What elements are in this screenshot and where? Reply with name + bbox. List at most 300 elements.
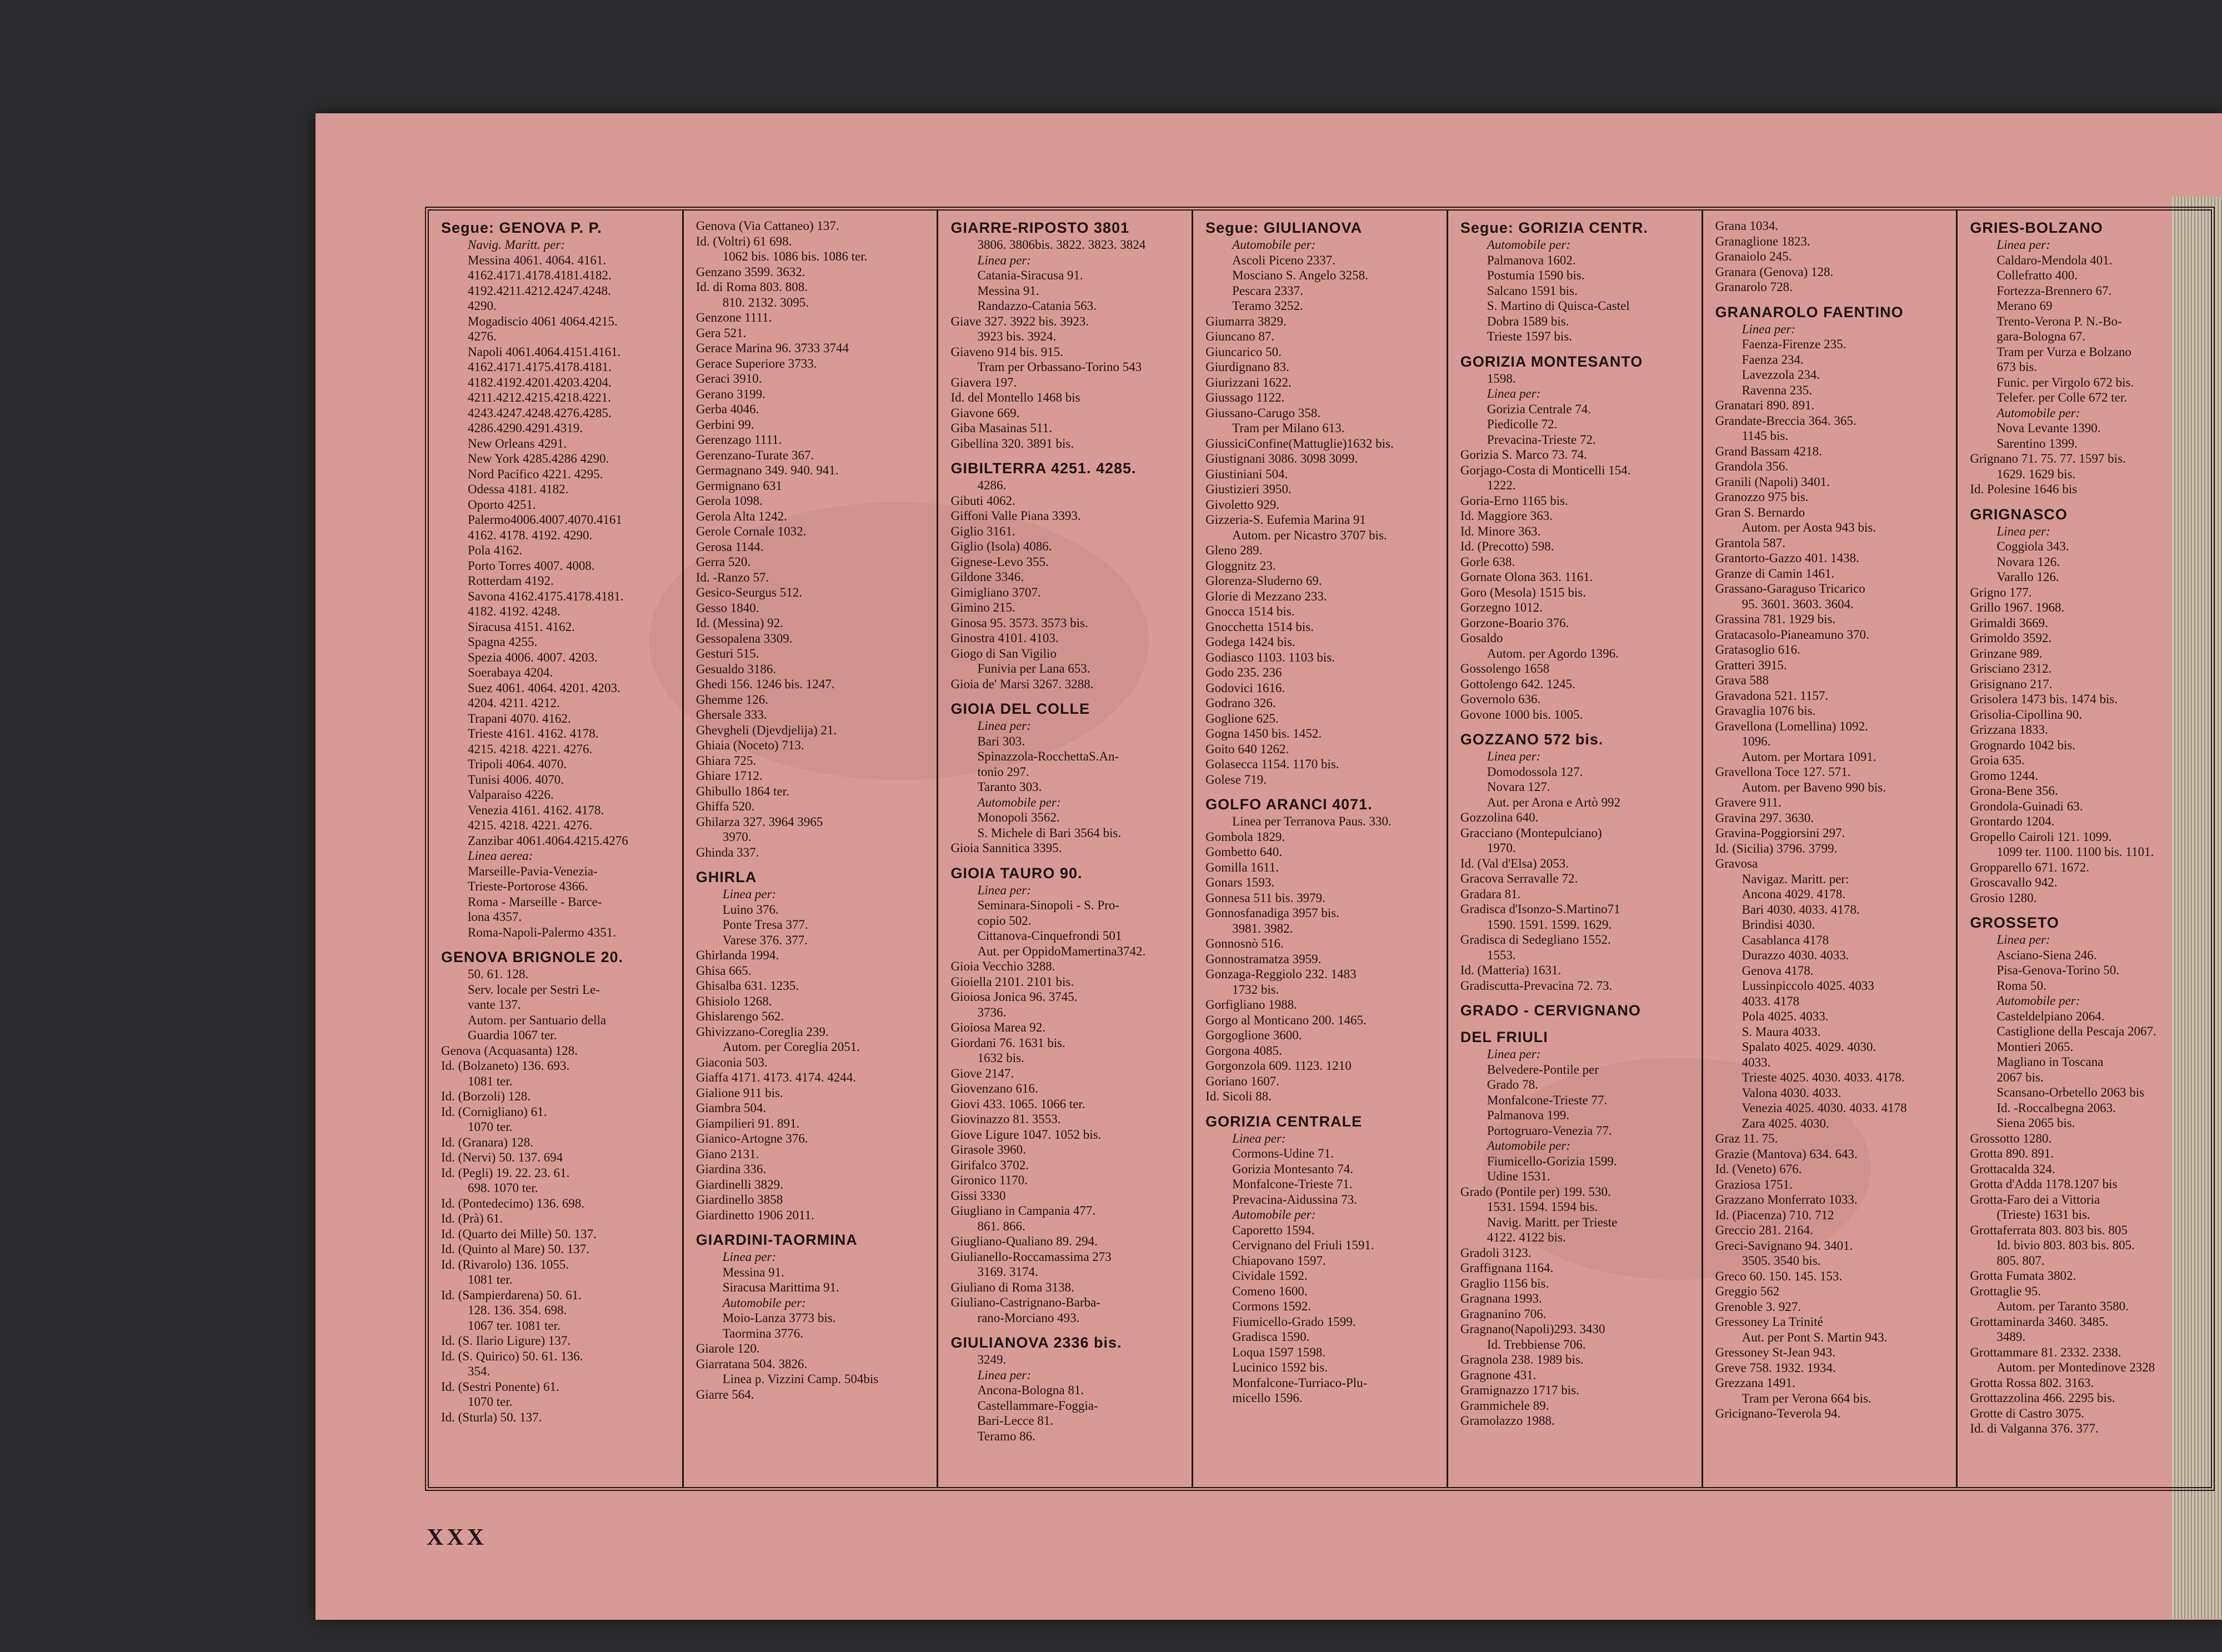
index-entry: Ghedi 156. 1246 bis. 1247. bbox=[695, 677, 835, 691]
index-entry: Castiglione della Pescaja 2067. bbox=[1996, 1024, 2156, 1038]
index-entry: Grimaldi 3669. bbox=[1970, 615, 2048, 630]
index-entry: Gropparello 671. 1672. bbox=[1970, 860, 2089, 874]
station-heading: Segue: GIULIANOVA bbox=[1205, 219, 1363, 236]
index-entry: Gerace Marina 96. 3733 3744 bbox=[695, 341, 849, 355]
index-entry: 4192.4211.4212.4247.4248. bbox=[468, 283, 611, 298]
station-heading: Segue: GORIZIA CENTR. bbox=[1460, 219, 1648, 236]
station-heading: GOZZANO 572 bis. bbox=[1460, 731, 1604, 748]
index-entry: Giarratana 504. 3826. bbox=[695, 1356, 808, 1371]
index-entry: 1590. 1591. 1599. 1629. bbox=[1487, 917, 1612, 932]
station-heading: GIARRE-RIPOSTO 3801 bbox=[950, 219, 1130, 236]
index-entry: Gerano 3199. bbox=[695, 387, 765, 401]
index-entry: Gravellona Toce 127. 571. bbox=[1715, 765, 1851, 779]
index-entry: Giarole 120. bbox=[695, 1341, 760, 1355]
index-entry: Varallo 126. bbox=[1996, 570, 2059, 584]
index-entry: Grado (Pontile per) 199. 530. bbox=[1460, 1184, 1611, 1199]
index-entry: Gorzone-Boario 376. bbox=[1460, 615, 1569, 630]
index-entry: 4243.4247.4248.4276.4285. bbox=[468, 406, 612, 420]
index-entry: Gornate Olona 363. 1161. bbox=[1460, 570, 1593, 584]
index-entry: Id. (Bolzaneto) 136. 693. bbox=[441, 1059, 570, 1073]
index-entry: Ghirlanda 1994. bbox=[695, 948, 779, 962]
index-entry: Palmanova 1602. bbox=[1487, 253, 1576, 267]
index-entry: Cormons 1592. bbox=[1232, 1299, 1311, 1313]
index-entry: Giovi 433. 1065. 1066 ter. bbox=[950, 1097, 1085, 1111]
index-entry: 1070 ter. bbox=[468, 1395, 513, 1409]
index-entry: 3169. 3174. bbox=[977, 1265, 1038, 1279]
index-entry: Randazzo-Catania 563. bbox=[977, 299, 1097, 313]
index-entry: Gioia de' Marsi 3267. 3288. bbox=[950, 677, 1094, 691]
index-entry: Giuncarico 50. bbox=[1205, 344, 1282, 359]
index-entry: Gravina-Poggiorsini 297. bbox=[1715, 826, 1845, 840]
index-entry: Gerra 520. bbox=[695, 555, 751, 569]
index-entry: Grigno 177. bbox=[1970, 585, 2032, 599]
index-entry: Linea per: bbox=[1232, 1131, 1286, 1145]
index-entry: Zanzibar 4061.4064.4215.4276 bbox=[468, 833, 628, 848]
index-entry: Id. (Pontedecimo) 136. 698. bbox=[441, 1196, 585, 1210]
index-entry: Gesualdo 3186. bbox=[695, 662, 777, 676]
index-entry: 3981. 3982. bbox=[1232, 921, 1293, 935]
station-heading: GENOVA BRIGNOLE 20. bbox=[441, 949, 624, 965]
index-entry: 4286.4290.4291.4319. bbox=[468, 421, 583, 435]
index-entry: Ghibullo 1864 ter. bbox=[695, 784, 789, 798]
index-entry: Grillo 1967. 1968. bbox=[1970, 600, 2065, 614]
index-entry: 4215. 4218. 4221. 4276. bbox=[468, 818, 593, 832]
index-entry: Id. (S. Quirico) 50. 61. 136. bbox=[441, 1349, 583, 1363]
index-entry: Siracusa 4151. 4162. bbox=[468, 619, 575, 634]
index-entry: Gradoli 3123. bbox=[1460, 1245, 1532, 1260]
index-entry: Seminara-Sinopoli - S. Pro- bbox=[977, 898, 1119, 912]
index-entry: Id. (Precotto) 598. bbox=[1460, 539, 1554, 553]
index-entry: Linea per: bbox=[722, 887, 777, 901]
index-entry: Aut. per Pont S. Martin 943. bbox=[1741, 1330, 1888, 1344]
index-entry: Merano 69 bbox=[1996, 299, 2053, 313]
index-entry: Novara 126. bbox=[1996, 554, 2060, 569]
index-entry: Gissi 3330 bbox=[950, 1188, 1006, 1203]
index-entry: Venezia 4161. 4162. 4178. bbox=[468, 803, 604, 817]
index-entry: Linea per: bbox=[977, 719, 1031, 733]
index-entry: Linea per: bbox=[977, 253, 1031, 267]
index-entry: Monopoli 3562. bbox=[977, 810, 1060, 824]
index-entry: Granaglione 1823. bbox=[1715, 234, 1810, 248]
index-entry: Grezzana 1491. bbox=[1715, 1376, 1795, 1390]
index-entry: Genova 4178. bbox=[1741, 963, 1814, 978]
index-entry: 4286. bbox=[977, 478, 1007, 492]
index-entry: 1062 bis. 1086 bis. 1086 ter. bbox=[722, 249, 868, 263]
index-entry: Belvedere-Pontile per bbox=[1487, 1062, 1599, 1077]
index-entry: 861. 866. bbox=[977, 1219, 1025, 1233]
index-entry: Trieste 1597 bis. bbox=[1487, 329, 1573, 343]
index-entry: Gioiosa Jonica 96. 3745. bbox=[950, 990, 1078, 1004]
index-entry: Gesso 1840. bbox=[695, 600, 759, 615]
index-entry: Valparaiso 4226. bbox=[468, 788, 554, 802]
index-entry: Giardinetto 1906 2011. bbox=[695, 1208, 814, 1222]
index-entry: Funic. per Virgolo 672 bis. bbox=[1996, 375, 2134, 389]
index-entry: Id. (Veneto) 676. bbox=[1715, 1162, 1802, 1176]
index-entry: Faenza 234. bbox=[1741, 352, 1804, 367]
index-entry: Autom. per Nicastro 3707 bis. bbox=[1232, 528, 1387, 542]
index-entry: copio 502. bbox=[977, 913, 1032, 928]
index-entry: Genzone 1111. bbox=[695, 311, 772, 324]
index-entry: Gesturi 515. bbox=[695, 647, 759, 660]
index-entry: Ghislarengo 562. bbox=[695, 1009, 784, 1023]
index-entry: Grazie (Mantova) 634. 643. bbox=[1715, 1147, 1858, 1161]
station-heading: GRANAROLO FAENTINO bbox=[1715, 303, 1904, 321]
index-entry: Grandola 356. bbox=[1715, 459, 1789, 473]
index-entry: Id. (Quinto al Mare) 50. 137. bbox=[441, 1242, 589, 1256]
index-entry: Gradisca d'Isonzo-S.Martino71 bbox=[1460, 902, 1620, 916]
index-entry: Giavera 197. bbox=[950, 375, 1017, 389]
index-entry: Greccio 281. 2164. bbox=[1715, 1223, 1813, 1237]
index-entry: Id. (Sestri Ponente) 61. bbox=[441, 1379, 559, 1394]
index-entry: Giove 2147. bbox=[950, 1066, 1014, 1080]
index-entry: rano-Morciano 493. bbox=[977, 1310, 1080, 1325]
index-entry: Oporto 4251. bbox=[468, 497, 536, 512]
index-entry: Gorjago-Costa di Monticelli 154. bbox=[1460, 463, 1631, 477]
index-entry: Gibellina 320. 3891 bis. bbox=[950, 436, 1074, 450]
index-entry: Giumarra 3829. bbox=[1205, 314, 1287, 328]
index-entry: Faenza-Firenze 235. bbox=[1741, 337, 1846, 351]
index-entry: 4162.4171.4175.4178.4181. bbox=[468, 360, 612, 374]
station-heading: DEL FRIULI bbox=[1460, 1029, 1548, 1045]
index-entry: 3923 bis. 3924. bbox=[977, 329, 1057, 343]
index-entry: Gottolengo 642. 1245. bbox=[1460, 677, 1575, 691]
index-entry: Giardinelli 3829. bbox=[695, 1177, 783, 1192]
index-entry: Gorgoglione 3600. bbox=[1205, 1028, 1302, 1042]
index-entry: Coggiola 343. bbox=[1996, 539, 2069, 553]
index-entry: Gerba 4046. bbox=[695, 402, 759, 416]
index-entry: 4211.4212.4215.4218.4221. bbox=[468, 391, 611, 404]
index-entry: Luino 376. bbox=[722, 902, 779, 917]
index-entry: Giuliano di Roma 3138. bbox=[950, 1280, 1074, 1294]
index-entry: Grondola-Guinadi 63. bbox=[1970, 799, 2083, 813]
index-entry: Rotterdam 4192. bbox=[468, 574, 554, 588]
index-entry: Ghinda 337. bbox=[695, 845, 759, 859]
index-entry: Giugliano in Campania 477. bbox=[950, 1204, 1096, 1218]
index-entry: Teramo 86. bbox=[977, 1429, 1035, 1443]
index-entry: Goria-Erno 1165 bis. bbox=[1460, 493, 1568, 508]
index-entry: Gerosa 1144. bbox=[695, 539, 764, 554]
index-entry: 3505. 3540 bis. bbox=[1741, 1254, 1821, 1268]
index-entry: Gramolazzo 1988. bbox=[1460, 1414, 1555, 1428]
index-entry: 4215. 4218. 4221. 4276. bbox=[468, 742, 593, 756]
index-entry: Grona-Bene 356. bbox=[1970, 784, 2058, 798]
index-entry: 4276. bbox=[468, 329, 497, 343]
index-entry: Ghevgheli (Djevdjelija) 21. bbox=[695, 723, 837, 737]
index-entry: Graglio 1156 bis. bbox=[1460, 1276, 1549, 1290]
index-entry: Bari-Lecce 81. bbox=[977, 1414, 1054, 1428]
page-number: XXX bbox=[427, 1525, 487, 1550]
index-entry: Girifalco 3702. bbox=[950, 1158, 1029, 1172]
index-entry: Linea per: bbox=[1487, 749, 1541, 763]
index-entry: Napoli 4061.4064.4151.4161. bbox=[468, 344, 621, 359]
index-entry: Id. -Roccalbegna 2063. bbox=[1996, 1100, 2116, 1115]
index-entry: Gonnesa 511 bis. 3979. bbox=[1205, 890, 1325, 905]
index-entry: 698. 1070 ter. bbox=[468, 1181, 538, 1195]
index-entry: Gropello Cairoli 121. 1099. bbox=[1970, 829, 2112, 844]
index-entry: Grotta Rossa 802. 3163. bbox=[1970, 1375, 2094, 1390]
index-entry: Gonzaga-Reggiolo 232. 1483 bbox=[1205, 967, 1357, 981]
station-heading: GIBILTERRA 4251. 4285. bbox=[950, 460, 1137, 477]
index-entry: Porto Torres 4007. 4008. bbox=[468, 558, 595, 573]
index-entry: Ghisalba 631. 1235. bbox=[695, 979, 799, 993]
index-entry: Ghersale 333. bbox=[695, 708, 767, 722]
index-entry: Grontardo 1204. bbox=[1970, 814, 2055, 828]
station-heading: GORIZIA CENTRALE bbox=[1205, 1113, 1363, 1130]
index-entry: Geraci 3910. bbox=[695, 372, 762, 386]
index-entry: Gerola 1098. bbox=[695, 494, 763, 508]
index-entry: Casteldelpiano 2064. bbox=[1996, 1009, 2105, 1023]
index-entry: Cervignano del Friuli 1591. bbox=[1232, 1238, 1374, 1252]
index-entry: Loqua 1597 1598. bbox=[1232, 1345, 1326, 1359]
index-entry: Giglio 3161. bbox=[950, 524, 1015, 538]
index-entry: Gressoney St-Jean 943. bbox=[1715, 1345, 1836, 1359]
index-entry: Nova Levante 1390. bbox=[1996, 421, 2101, 435]
index-entry: Fortezza-Brennero 67. bbox=[1996, 283, 2112, 298]
index-entry: Teramo 3252. bbox=[1232, 299, 1303, 313]
index-entry: Tram per Milano 613. bbox=[1232, 421, 1345, 435]
index-entry: Grazzano Monferrato 1033. bbox=[1715, 1193, 1858, 1207]
index-entry: Trieste 4025. 4030. 4033. 4178. bbox=[1741, 1070, 1905, 1084]
index-entry: Trento-Verona P. N.-Bo- bbox=[1996, 314, 2122, 328]
index-entry: 4290. bbox=[468, 299, 497, 313]
index-entry: Linea per: bbox=[977, 883, 1031, 897]
index-entry: 1081 ter. bbox=[468, 1273, 513, 1286]
index-entry: Giba Masainas 511. bbox=[950, 421, 1052, 435]
timetable-page bbox=[316, 113, 2222, 1620]
index-entry: Id. Sicoli 88. bbox=[1205, 1089, 1272, 1103]
index-entry: Suez 4061. 4064. 4201. 4203. bbox=[468, 680, 620, 695]
index-entry: Siracusa Marittima 91. bbox=[722, 1280, 839, 1294]
index-entry: Gleno 289. bbox=[1205, 543, 1263, 557]
index-entry: Linea per: bbox=[1996, 524, 2050, 538]
index-entry: Giogo di San Vigilio bbox=[950, 646, 1057, 660]
index-entry: Collefratto 400. bbox=[1996, 268, 2078, 282]
index-entry: Roma 50. bbox=[1996, 978, 2046, 993]
index-entry: Graz 11. 75. bbox=[1715, 1132, 1778, 1145]
index-entry: 3736. bbox=[977, 1005, 1007, 1019]
index-entry: Gerenzano-Turate 367. bbox=[695, 448, 814, 462]
index-entry: Cittanova-Cinquefrondi 501 bbox=[977, 929, 1122, 943]
index-entry: Palmanova 199. bbox=[1487, 1108, 1570, 1122]
index-entry: Gerole Cornale 1032. bbox=[695, 524, 807, 538]
index-entry: Linea per: bbox=[722, 1250, 777, 1264]
index-entry: Governolo 636. bbox=[1460, 692, 1541, 706]
index-entry: Pisa-Genova-Torino 50. bbox=[1996, 963, 2119, 977]
index-entry: Grimoldo 3592. bbox=[1970, 631, 2052, 645]
index-entry: Postumia 1590 bis. bbox=[1487, 268, 1585, 282]
index-entry: Telefer. per Colle 672 ter. bbox=[1996, 391, 2128, 404]
index-entry: vante 137. bbox=[468, 998, 521, 1012]
index-entry: micello 1596. bbox=[1232, 1391, 1303, 1405]
index-entry: Linea per Terranova Paus. 330. bbox=[1232, 814, 1392, 828]
index-entry: Godovici 1616. bbox=[1205, 680, 1285, 695]
index-entry: Linea p. Vizzini Camp. 504bis bbox=[722, 1372, 879, 1386]
index-entry: Id. -Ranzo 57. bbox=[695, 570, 769, 584]
index-entry: Gorzegno 1012. bbox=[1460, 600, 1543, 614]
index-entry: Gombola 1829. bbox=[1205, 829, 1285, 844]
index-entry: New Orleans 4291. bbox=[468, 436, 567, 450]
index-entry: Gravina 297. 3630. bbox=[1715, 810, 1814, 825]
index-entry: 4162.4171.4178.4181.4182. bbox=[468, 268, 612, 282]
index-entry: Grognardo 1042 bis. bbox=[1970, 738, 2076, 752]
index-entry: Goglione 625. bbox=[1205, 711, 1279, 725]
index-entry: Linea per: bbox=[1996, 238, 2050, 252]
index-entry: Gragnano(Napoli)293. 3430 bbox=[1460, 1322, 1605, 1336]
index-entry: 4162. 4178. 4192. 4290. bbox=[468, 528, 593, 542]
index-entry: Giave 327. 3922 bis. 3923. bbox=[950, 314, 1089, 328]
index-entry: Navigaz. Maritt. per: bbox=[1741, 872, 1849, 886]
index-entry: Gombetto 640. bbox=[1205, 845, 1283, 859]
index-entry: Id. (Matteria) 1631. bbox=[1460, 963, 1562, 977]
index-entry: Guardia 1067 ter. bbox=[468, 1028, 557, 1042]
index-entry: Greco 60. 150. 145. 153. bbox=[1715, 1269, 1843, 1283]
index-entry: 3806. 3806bis. 3822. 3823. 3824 bbox=[977, 238, 1146, 252]
index-entry: Gerace Superiore 3733. bbox=[695, 356, 817, 371]
index-entry: Gragnana 1993. bbox=[1460, 1291, 1542, 1305]
index-entry: 1732 bis. bbox=[1232, 982, 1279, 997]
index-entry: Gonnosfanadiga 3957 bis. bbox=[1205, 906, 1339, 920]
station-heading: GIARDINI-TAORMINA bbox=[695, 1232, 858, 1248]
station-heading: GIULIANOVA 2336 bis. bbox=[950, 1334, 1122, 1351]
index-entry: Grotta 890. 891. bbox=[1970, 1147, 2054, 1160]
index-entry: Gizzeria-S. Eufemia Marina 91 bbox=[1205, 513, 1366, 527]
index-entry: lona 4357. bbox=[468, 910, 522, 924]
index-entry: Catania-Siracusa 91. bbox=[977, 268, 1083, 282]
index-column-4 bbox=[1193, 211, 1448, 1487]
index-entry: Id. (Messina) 92. bbox=[695, 616, 783, 630]
index-entry: Givoletto 929. bbox=[1205, 497, 1280, 512]
index-entry: Grizzana 1833. bbox=[1970, 723, 2048, 737]
index-entry: Giampilieri 91. 891. bbox=[695, 1116, 800, 1130]
station-heading: GRIGNASCO bbox=[1970, 505, 2068, 523]
index-entry: Udine 1531. bbox=[1487, 1169, 1550, 1183]
index-entry: Grottaglie 95. bbox=[1970, 1284, 2041, 1298]
index-entry: Ascoli Piceno 2337. bbox=[1232, 253, 1336, 267]
station-heading: GIOIA TAURO 90. bbox=[950, 864, 1083, 882]
index-entry: Gramignazzo 1717 bis. bbox=[1460, 1383, 1579, 1397]
index-entry: Comeno 1600. bbox=[1232, 1284, 1308, 1298]
index-entry: Messina 91. bbox=[722, 1265, 784, 1279]
index-entry: Granozzo 975 bis. bbox=[1715, 490, 1809, 504]
index-entry: Spinazzola-RocchettaS.An- bbox=[977, 749, 1119, 763]
index-entry: Gossolengo 1658 bbox=[1460, 662, 1550, 675]
index-entry: Grignano 71. 75. 77. 1597 bis. bbox=[1970, 452, 2126, 465]
index-entry: Grinzane 989. bbox=[1970, 646, 2043, 660]
index-entry: Autom. per Mortara 1091. bbox=[1741, 749, 1876, 764]
index-entry: Montieri 2065. bbox=[1996, 1039, 2074, 1054]
index-entry: Gomilla 1611. bbox=[1205, 860, 1279, 874]
index-entry: Nord Pacifico 4221. 4295. bbox=[468, 467, 603, 481]
index-entry: Palermo4006.4007.4070.4161 bbox=[468, 513, 622, 527]
index-entry: Gerenzago 1111. bbox=[695, 433, 782, 447]
index-entry: 128. 136. 354. 698. bbox=[468, 1303, 567, 1317]
index-entry: Greve 758. 1932. 1934. bbox=[1715, 1360, 1836, 1375]
index-entry: Giordani 76. 1631 bis. bbox=[950, 1035, 1065, 1050]
index-entry: Tripoli 4064. 4070. bbox=[468, 757, 567, 771]
index-entry: Giuliano-Castrignano-Barba- bbox=[950, 1295, 1100, 1309]
index-entry: Goriano 1607. bbox=[1205, 1074, 1280, 1088]
index-entry: Greggio 562 bbox=[1715, 1284, 1780, 1298]
index-entry: Giussano-Carugo 358. bbox=[1205, 406, 1321, 420]
station-heading: GHIRLA bbox=[695, 869, 757, 885]
index-entry: Caldaro-Mendola 401. bbox=[1996, 253, 2113, 267]
index-entry: Id. (Granara) 128. bbox=[441, 1135, 534, 1149]
index-entry: Grotta d'Adda 1178.1207 bis bbox=[1970, 1177, 2118, 1191]
index-entry: Grammichele 89. bbox=[1460, 1398, 1549, 1413]
index-entry: Grossotto 1280. bbox=[1970, 1131, 2052, 1145]
index-entry: Giardinello 3858 bbox=[695, 1193, 783, 1207]
index-entry: Novara 127. bbox=[1487, 780, 1550, 794]
index-entry: Odessa 4181. 4182. bbox=[468, 482, 569, 496]
index-entry: Gracciano (Montepulciano) bbox=[1460, 825, 1602, 840]
index-entry: Gozzolina 640. bbox=[1460, 810, 1539, 824]
index-entry: Durazzo 4030. 4033. bbox=[1741, 948, 1849, 962]
index-entry: Gnocchetta 1514 bis. bbox=[1205, 619, 1314, 634]
index-entry: Giulianello-Roccamassima 273 bbox=[950, 1249, 1112, 1264]
index-entry: 673 bis. bbox=[1996, 360, 2038, 374]
index-entry: Groscavallo 942. bbox=[1970, 875, 2058, 889]
index-entry: Roma-Napoli-Palermo 4351. bbox=[468, 925, 617, 939]
index-entry: Fiumicello-Grado 1599. bbox=[1232, 1314, 1356, 1329]
index-entry: Gonnostramatza 3959. bbox=[1205, 952, 1322, 966]
index-entry: Giovinazzo 81. 3553. bbox=[950, 1112, 1061, 1126]
index-entry: Autom. per Santuario della bbox=[468, 1013, 607, 1027]
index-entry: Grado 78. bbox=[1487, 1078, 1538, 1092]
index-entry: Messina 91. bbox=[977, 283, 1039, 298]
index-entry: Automobile per: bbox=[1487, 1139, 1570, 1153]
index-entry: Zara 4025. 4030. bbox=[1741, 1116, 1829, 1130]
index-entry: Brindisi 4030. bbox=[1741, 918, 1815, 932]
index-entry: Venezia 4025. 4030. 4033. 4178 bbox=[1741, 1101, 1907, 1115]
index-column-5 bbox=[1448, 211, 1703, 1487]
index-entry: Gravere 911. bbox=[1715, 795, 1781, 809]
index-entry: Girasole 3960. bbox=[950, 1143, 1026, 1157]
index-entry: Spezia 4006. 4007. 4203. bbox=[468, 650, 598, 664]
index-entry: Id. (Quarto dei Mille) 50. 137. bbox=[441, 1227, 597, 1241]
index-entry: Giarre 564. bbox=[695, 1387, 754, 1401]
index-entry: Grosio 1280. bbox=[1970, 890, 2037, 905]
index-entry: Grottacalda 324. bbox=[1970, 1162, 2055, 1176]
index-entry: Godiasco 1103. 1103 bis. bbox=[1205, 650, 1335, 664]
index-entry: Gloggnitz 23. bbox=[1205, 558, 1276, 573]
index-entry: Automobile per: bbox=[1232, 1208, 1316, 1222]
index-entry: Trapani 4070. 4162. bbox=[468, 711, 571, 725]
index-entry: Grottazzolina 466. 2295 bis. bbox=[1970, 1391, 2115, 1405]
index-entry: Gesico-Seurgus 512. bbox=[695, 585, 802, 599]
index-entry: Gioia Sannitica 3395. bbox=[950, 841, 1062, 855]
index-entry: Giano 2131. bbox=[695, 1147, 759, 1161]
index-entry: Ghisiolo 1268. bbox=[695, 994, 772, 1008]
index-entry: Linea per: bbox=[1996, 933, 2050, 947]
index-entry: Casablanca 4178 bbox=[1741, 933, 1829, 947]
index-entry: 810. 2132. 3095. bbox=[722, 295, 809, 309]
index-entry: Piedicolle 72. bbox=[1487, 417, 1558, 431]
index-entry: Dobra 1589 bis. bbox=[1487, 314, 1569, 328]
index-entry: Ghivizzano-Coreglia 239. bbox=[695, 1024, 829, 1039]
index-entry: Gignese-Levo 355. bbox=[950, 554, 1049, 569]
index-column-1 bbox=[429, 211, 684, 1487]
index-entry: Gratteri 3915. bbox=[1715, 658, 1787, 672]
station-heading: GOLFO ARANCI 4071. bbox=[1205, 796, 1373, 813]
index-entry: Autom. per Agordo 1396. bbox=[1487, 646, 1619, 660]
index-entry: Automobile per: bbox=[1996, 406, 2080, 420]
index-entry: Magliano in Toscana bbox=[1996, 1055, 2104, 1069]
index-entry: Giuncano 87. bbox=[1205, 329, 1275, 343]
index-entry: Granze di Camin 1461. bbox=[1715, 566, 1835, 580]
index-entry: Glorie di Mezzano 233. bbox=[1205, 589, 1327, 603]
index-entry: Lussinpiccolo 4025. 4033 bbox=[1741, 979, 1874, 993]
index-entry: Gosaldo bbox=[1460, 631, 1503, 645]
